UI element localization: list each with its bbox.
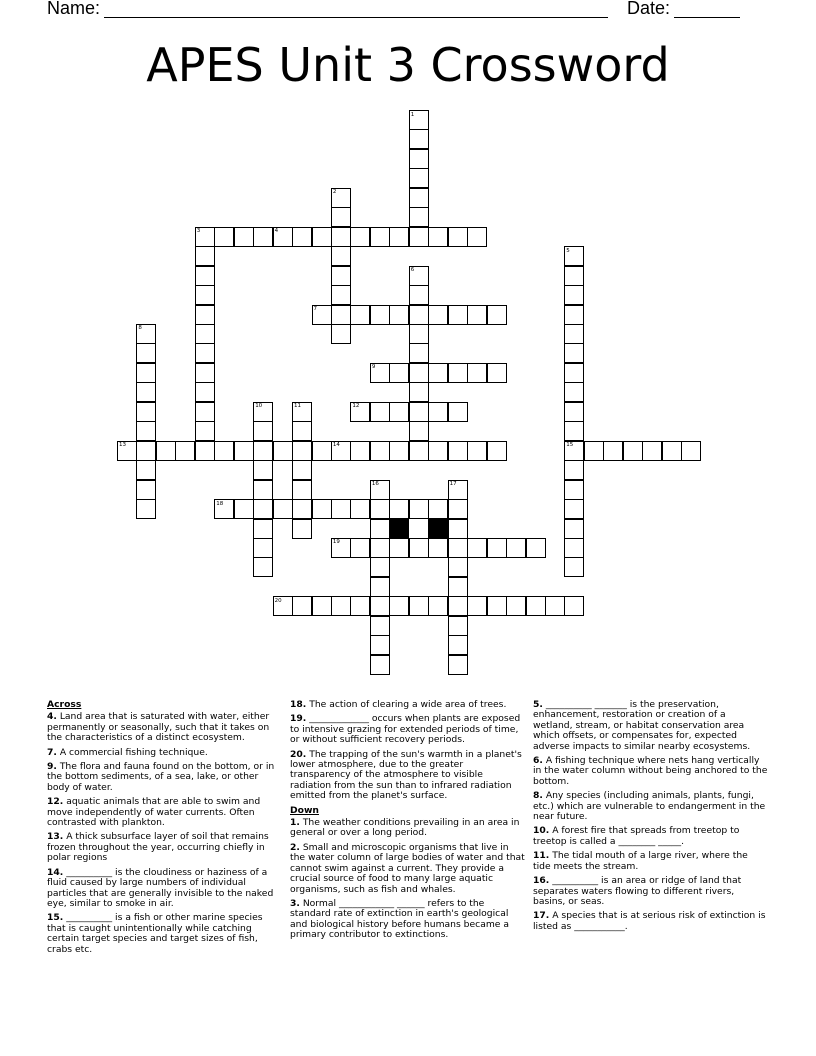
grid-cell[interactable] [175,441,195,461]
grid-cell[interactable] [195,324,215,344]
clue-column-3 [533,700,768,936]
grid-cell[interactable] [428,363,448,383]
grid-cell[interactable] [292,227,312,247]
grid-cell[interactable] [195,421,215,441]
grid-cell[interactable] [428,538,448,558]
grid-cell[interactable] [195,441,215,461]
grid-cell[interactable] [389,402,409,422]
grid-cell[interactable] [312,499,332,519]
clue-number: 12 [352,403,360,410]
clue-number: 16 [371,481,379,488]
grid-cell[interactable] [292,519,312,539]
grid-cell[interactable] [409,538,429,558]
grid-cell[interactable] [370,519,390,539]
grid-cell[interactable] [350,305,370,325]
grid-cell[interactable] [428,305,448,325]
grid-cell[interactable] [253,499,273,519]
date-label: Date: [627,0,671,18]
grid-cell[interactable] [409,402,429,422]
grid-cell[interactable] [136,421,156,441]
page-title: APES Unit 3 Crossword [146,38,670,92]
grid-cell[interactable] [409,499,429,519]
grid-cell[interactable] [409,285,429,305]
grid-cell[interactable] [564,305,584,325]
clue-number: 1 [410,111,415,118]
grid-cell[interactable] [292,421,312,441]
grid-cell[interactable] [195,305,215,325]
clue-across-4: 4. Land area that is saturated with water, either permanently or seasonally, such that it takes on the characteristics of a distinct ecosystem. [47,711,270,744]
clue-number: 2 [332,189,337,196]
grid-cell[interactable] [312,596,332,616]
grid-cell[interactable] [136,499,156,519]
grid-cell[interactable] [448,635,468,655]
grid-cell[interactable] [389,227,409,247]
grid-cell[interactable] [195,402,215,422]
grid-cell[interactable] [409,324,429,344]
clue-number: 15 [566,442,574,449]
grid-cell[interactable] [623,441,643,461]
grid-cell[interactable] [292,596,312,616]
clue-number: 18 [216,500,224,507]
grid-cell[interactable] [409,305,429,325]
clue-number: 7 [313,306,317,312]
clue-down-6: 6. A fishing technique where nets hang vertically in the water column without being anchored to the bottom. [533,755,768,787]
grid-cell[interactable] [389,441,409,461]
clue-number: 6 [410,267,415,274]
grid-cell[interactable] [370,402,390,422]
grid-cell[interactable] [448,557,468,577]
clue-across-20: 20. The trapping of the sun's warmth in a planet's lower atmosphere, due to the greater transparency of the atmosphere to visible radiation from the sun than to infrared radiation emitted from the planet's surface. [290,748,522,802]
grid-cell[interactable] [467,227,487,247]
grid-cell[interactable] [564,519,584,539]
grid-cell[interactable] [331,207,351,227]
grid-cell[interactable] [467,441,487,461]
clue-across-12: 12. aquatic animals that are able to swim and move independently of water currents. Often contrasted with plankton. [47,796,261,829]
clue-number: 17 [449,481,457,488]
clue-down-2: 2. Small and microscopic organisms that live in the water column of large bodies of water and that cannot swim against a current. They provide a crucial source of food to many large aquatic organisms, such as fish and whales. [290,841,525,895]
grid-cell[interactable] [526,596,546,616]
grid-cell[interactable] [156,441,176,461]
grid-cell[interactable] [564,460,584,480]
grid-cell[interactable] [448,227,468,247]
clue-across-9: 9. The flora and fauna found on the bottom, or in the bottom sediments, of a sea, lake, or other body of water. [47,761,275,793]
grid-cell[interactable] [292,499,312,519]
grid-cell[interactable] [195,382,215,402]
black-square [428,519,448,539]
grid-cell[interactable] [389,499,409,519]
clue-number: 3 [196,228,201,235]
grid-cell[interactable] [409,149,429,169]
clue-down-3: 3. Normal ____________ ______ refers to the standard rate of extinction in earth's geological and biological history before humans became a primary contributor to extinctions. [290,897,510,941]
grid-cell[interactable] [409,441,429,461]
grid-cell[interactable] [448,519,468,539]
clue-down-16: 16. __________ is an area or ridge of land that separates waters flowing to different rivers, basins, or seas. [533,875,742,907]
clue-number: 4 [274,228,279,235]
grid-cell[interactable] [564,557,584,577]
grid-cell[interactable] [331,266,351,286]
grid-cell[interactable] [136,363,156,383]
grid-cell[interactable] [409,207,429,227]
clue-across-15: 15. __________ is a fish or other marine species that is caught unintentionally while catching certain target species and target sizes of fish, crabs etc. [47,912,263,955]
grid-cell[interactable] [564,480,584,500]
grid-cell[interactable] [292,441,312,461]
grid-cell[interactable] [331,227,351,247]
grid-cell[interactable] [370,635,390,655]
grid-cell[interactable] [370,441,390,461]
clue-across-13: 13. A thick subsurface layer of soil that remains frozen throughout the year, occurring chiefly in polar regions [47,831,269,864]
grid-cell[interactable] [603,441,623,461]
grid-cell[interactable] [253,227,273,247]
grid-cell[interactable] [214,441,234,461]
grid-cell[interactable] [448,538,468,558]
grid-cell[interactable] [389,596,409,616]
clue-down-5: 5. __________ _______ is the preservation, enhancement, restoration or creation of a wetland, stream, or habitat conservation area which offsets, or compensates for, expected adverse impacts to similar nearby ecosystems. [533,699,751,752]
grid-cell[interactable] [370,655,390,675]
grid-cell[interactable] [564,596,584,616]
grid-cell[interactable] [370,538,390,558]
grid-cell[interactable] [467,596,487,616]
clue-number: 8 [138,325,142,332]
grid-cell[interactable] [448,616,468,636]
grid-cell[interactable] [389,305,409,325]
grid-cell[interactable] [428,441,448,461]
clue-down-8: 8. Any species (including animals, plants, fungi, etc.) which are vulnerable to endangerment in the near future. [533,790,766,823]
grid-cell[interactable] [350,227,370,247]
grid-cell[interactable] [428,227,448,247]
grid-cell[interactable] [409,129,429,149]
grid-cell[interactable] [487,538,507,558]
clue-number: 11 [294,403,301,410]
grid-cell[interactable] [136,441,156,461]
grid-cell[interactable] [467,538,487,558]
grid-cell[interactable] [487,441,507,461]
grid-cell[interactable] [564,421,584,441]
clue-column-2 [290,700,525,945]
name-label: Name: [47,0,101,18]
clue-number: 5 [566,247,570,254]
grid-cell[interactable] [564,382,584,402]
grid-cell[interactable] [448,402,468,422]
grid-cell[interactable] [350,538,370,558]
grid-cell[interactable] [195,285,215,305]
grid-cell[interactable] [214,227,234,247]
grid-cell[interactable] [448,441,468,461]
grid-cell[interactable] [253,441,273,461]
grid-cell[interactable] [564,538,584,558]
grid-cell[interactable] [331,499,351,519]
grid-cell[interactable] [331,324,351,344]
grid-cell[interactable] [273,441,293,461]
clue-number: 9 [371,364,376,371]
grid-cell[interactable] [487,596,507,616]
grid-cell[interactable] [350,441,370,461]
black-square [389,519,409,539]
grid-cell[interactable] [448,363,468,383]
grid-cell[interactable] [448,499,468,519]
grid-cell[interactable] [448,577,468,597]
grid-cell[interactable] [195,246,215,266]
grid-cell[interactable] [428,499,448,519]
grid-cell[interactable] [370,499,390,519]
grid-cell[interactable] [448,655,468,675]
clue-down-10: 10. A forest fire that spreads from treetop to treetop is called a ________ _____. [533,825,740,847]
grid-cell[interactable] [253,460,273,480]
clue-number: 10 [255,403,263,410]
grid-cell[interactable] [642,441,662,461]
grid-cell[interactable] [409,382,429,402]
grid-cell[interactable] [506,596,526,616]
clue-across-19: 19. _____________ occurs when plants are exposed to intensive grazing for extended periods of time, or without sufficient recovery periods. [290,713,521,746]
grid-cell[interactable] [564,324,584,344]
grid-cell[interactable] [487,305,507,325]
grid-cell[interactable] [350,499,370,519]
clue-number: 19 [332,539,340,546]
grid-cell[interactable] [409,363,429,383]
clue-column-1 [47,700,282,959]
grid-cell[interactable] [195,343,215,363]
grid-cell[interactable] [253,421,273,441]
grid-cell[interactable] [350,596,370,616]
clue-number: 13 [119,442,126,449]
grid-cell[interactable] [370,596,390,616]
grid-cell[interactable] [273,499,293,519]
grid-cell[interactable] [195,266,215,286]
grid-cell[interactable] [681,441,701,461]
clue-number: 14 [332,442,340,449]
grid-cell[interactable] [136,480,156,500]
clue-across-14: 14. __________ is the cloudiness or haziness of a fluid caused by large numbers of individual particles that are generally invisible to the naked eye, similar to smoke in air. [47,866,274,909]
grid-cell[interactable] [136,343,156,363]
grid-cell[interactable] [136,460,156,480]
grid-cell[interactable] [331,305,351,325]
grid-cell[interactable] [234,227,254,247]
across-heading: Across [47,699,82,710]
grid-cell[interactable] [409,188,429,208]
grid-cell[interactable] [409,227,429,247]
clue-down-1: 1. The weather conditions prevailing in an area in general or over a long period. [290,817,520,839]
grid-cell[interactable] [253,538,273,558]
grid-cell[interactable] [312,227,332,247]
grid-cell[interactable] [467,305,487,325]
grid-cell[interactable] [312,441,332,461]
clue-across-18: 18. The action of clearing a wide area of trees. [290,699,507,710]
grid-cell[interactable] [234,499,254,519]
grid-cell[interactable] [370,616,390,636]
grid-cell[interactable] [564,363,584,383]
grid-cell[interactable] [136,402,156,422]
grid-cell[interactable] [409,168,429,188]
grid-cell[interactable] [136,382,156,402]
grid-cell[interactable] [292,480,312,500]
clue-down-11: 11. The tidal mouth of a large river, where the tide meets the stream. [533,850,748,872]
grid-cell[interactable] [409,343,429,363]
grid-cell[interactable] [428,402,448,422]
grid-cell[interactable] [564,266,584,286]
clue-number: 20 [274,597,282,604]
grid-cell[interactable] [564,402,584,422]
grid-cell[interactable] [448,305,468,325]
grid-cell[interactable] [331,285,351,305]
clue-down-17: 17. A species that is at serious risk of extinction is listed as ___________. [533,910,766,932]
grid-cell[interactable] [195,363,215,383]
grid-cell[interactable] [506,538,526,558]
grid-cell[interactable] [331,596,351,616]
down-heading: Down [290,804,319,816]
grid-cell[interactable] [545,596,565,616]
grid-cell[interactable] [370,577,390,597]
grid-cell[interactable] [448,596,468,616]
grid-cell[interactable] [370,305,390,325]
grid-cell[interactable] [428,596,448,616]
grid-cell[interactable] [526,538,546,558]
grid-cell[interactable] [467,363,487,383]
grid-cell[interactable] [564,343,584,363]
grid-cell[interactable] [564,499,584,519]
grid-cell[interactable] [487,363,507,383]
clue-across-7: 7. A commercial fishing technique. [47,746,208,758]
grid-cell[interactable] [292,460,312,480]
grid-cell[interactable] [409,596,429,616]
grid-cell[interactable] [662,441,682,461]
grid-cell[interactable] [253,557,273,577]
grid-cell[interactable] [253,519,273,539]
grid-cell[interactable] [234,441,254,461]
grid-cell[interactable] [389,538,409,558]
grid-cell[interactable] [331,246,351,266]
grid-cell[interactable] [370,227,390,247]
grid-cell[interactable] [253,480,273,500]
grid-cell[interactable] [370,557,390,577]
grid-cell[interactable] [409,421,429,441]
grid-cell[interactable] [584,441,604,461]
grid-cell[interactable] [389,363,409,383]
grid-cell[interactable] [564,285,584,305]
